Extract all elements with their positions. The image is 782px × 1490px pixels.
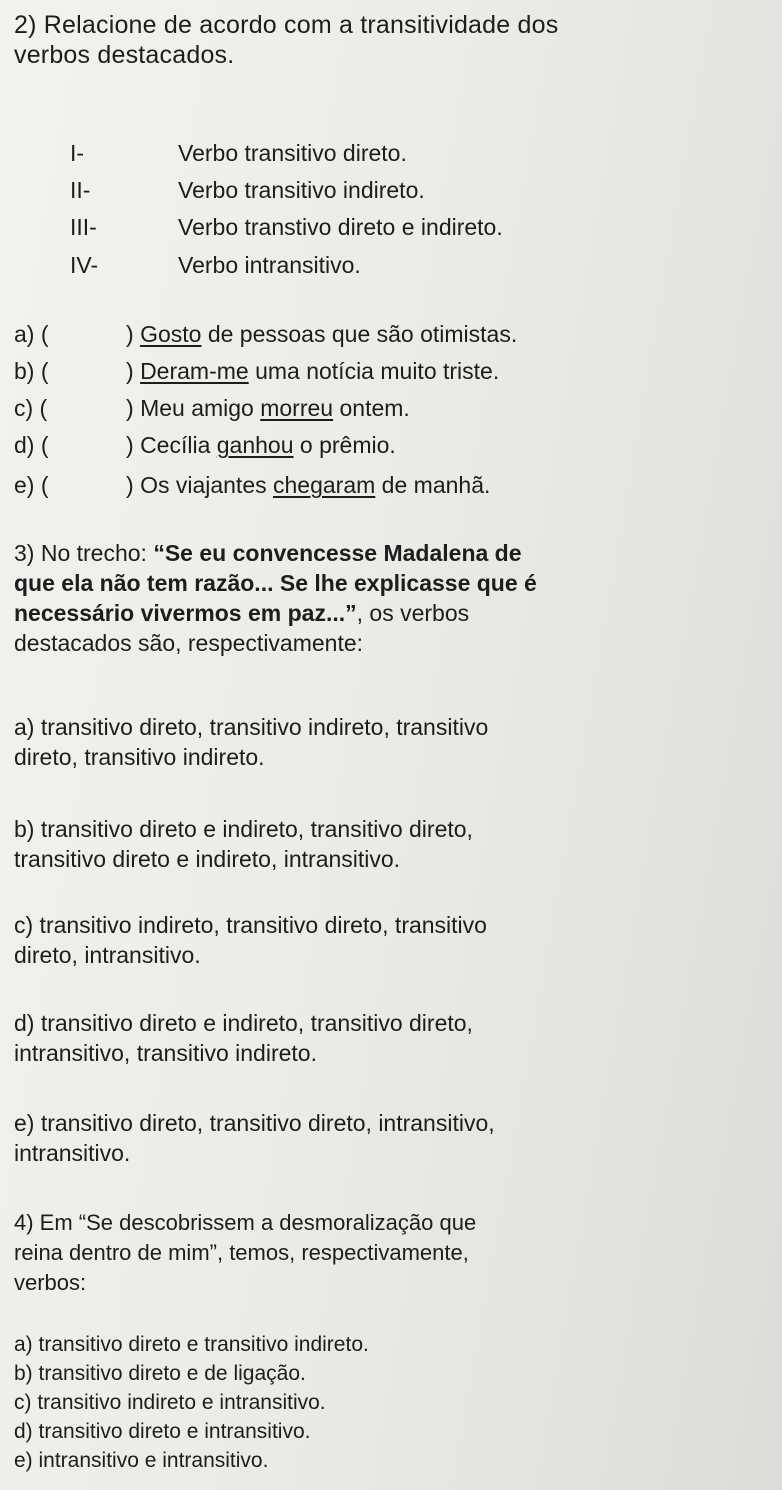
sentence-rest: ontem.	[333, 395, 410, 421]
match-close: )	[126, 395, 141, 421]
sentence-pre: Cecília	[140, 432, 217, 458]
question-3-quote-line-1: “Se eu convencesse Madalena de	[153, 540, 522, 566]
question-3-option-a[interactable]	[14, 712, 724, 772]
highlighted-verb: morreu	[260, 395, 334, 421]
roman-numeral: IV-	[70, 252, 99, 278]
match-letter: a) (	[14, 321, 49, 347]
match-close: )	[126, 472, 141, 498]
roman-item-3	[70, 212, 710, 242]
roman-numeral: II-	[70, 177, 91, 203]
question-4-prompt	[14, 1208, 724, 1298]
question-3-quote-line-2: que ela não tem razão... Se lhe explicasse que é	[14, 570, 537, 596]
roman-numeral: I-	[70, 140, 85, 166]
highlighted-verb: Gosto	[140, 321, 202, 347]
question-3-line-3-rest: , os verbos	[356, 600, 470, 626]
roman-item-2	[70, 175, 710, 205]
sentence-pre: Meu amigo	[140, 395, 261, 421]
option-line-2: transitivo direto e indireto, intransitivo.	[14, 846, 401, 872]
option-line-1: d) transitivo direto e indireto, transitivo direto,	[14, 1010, 473, 1036]
question-2-title-line-1: 2) Relacione de acordo com a transitividade dos	[14, 11, 559, 39]
match-item-c	[14, 392, 714, 424]
question-4-option-a[interactable]: a) transitivo direto e transitivo indireto.	[14, 1333, 369, 1356]
roman-numeral: III-	[70, 214, 97, 240]
question-3-prefix: 3) No trecho:	[14, 540, 154, 566]
sentence-pre: Os viajantes	[140, 472, 274, 498]
option-line-1: e) transitivo direto, transitivo direto, intransitivo,	[14, 1110, 495, 1136]
question-4-option-e[interactable]: e) intransitivo e intransitivo.	[14, 1449, 269, 1472]
match-close: )	[126, 321, 141, 347]
question-3-prompt	[14, 538, 724, 658]
question-4-option-d[interactable]: d) transitivo direto e intransitivo.	[14, 1420, 311, 1443]
question-2-title	[14, 10, 734, 70]
question-4-option-c[interactable]: c) transitivo indireto e intransitivo.	[14, 1391, 326, 1414]
option-line-2: intransitivo, transitivo indireto.	[14, 1040, 317, 1066]
option-line-2: intransitivo.	[14, 1140, 131, 1166]
option-line-1: b) transitivo direto e indireto, transitivo direto,	[14, 816, 473, 842]
roman-item-1	[70, 138, 710, 168]
sentence-rest: de manhã.	[375, 472, 491, 498]
question-3-option-e[interactable]	[14, 1108, 724, 1168]
question-3-option-d[interactable]	[14, 1008, 724, 1068]
option-line-1: a) transitivo direto, transitivo indireto, transitivo	[14, 714, 489, 740]
match-letter: b) (	[14, 358, 49, 384]
question-3-quote-line-3: necessário vivermos em paz...”	[14, 600, 357, 626]
question-4-line-2: reina dentro de mim”, temos, respectivamente,	[14, 1240, 469, 1265]
match-item-d	[14, 429, 714, 461]
question-3-line-4: destacados são, respectivamente:	[14, 630, 364, 656]
match-letter: c) (	[14, 395, 48, 421]
match-close: )	[126, 358, 141, 384]
question-3-option-b[interactable]	[14, 814, 724, 874]
question-4-option-b[interactable]: b) transitivo direto e de ligação.	[14, 1362, 306, 1385]
sentence-rest: de pessoas que são otimistas.	[201, 321, 518, 347]
roman-text: Verbo intransitivo.	[178, 252, 361, 278]
sentence-rest: o prêmio.	[293, 432, 396, 458]
question-4-line-1: 4) Em “Se descobrissem a desmoralização que	[14, 1210, 477, 1235]
option-line-2: direto, intransitivo.	[14, 942, 201, 968]
match-close: )	[126, 432, 141, 458]
highlighted-verb: chegaram	[273, 472, 376, 498]
match-item-e	[14, 469, 714, 501]
match-item-a	[14, 318, 714, 350]
roman-item-4	[70, 250, 710, 280]
sentence-rest: uma notícia muito triste.	[248, 358, 500, 384]
highlighted-verb: Deram-me	[140, 358, 249, 384]
roman-text: Verbo transitivo indireto.	[178, 177, 425, 203]
highlighted-verb: ganhou	[216, 432, 294, 458]
question-4-line-3: verbos:	[14, 1270, 87, 1295]
question-3-option-c[interactable]	[14, 910, 724, 970]
match-item-b	[14, 355, 714, 387]
option-line-2: direto, transitivo indireto.	[14, 744, 265, 770]
match-letter: d) (	[14, 432, 49, 458]
match-letter: e) (	[14, 472, 49, 498]
question-2-title-line-2: verbos destacados.	[14, 41, 235, 69]
roman-text: Verbo transtivo direto e indireto.	[178, 214, 503, 240]
roman-text: Verbo transitivo direto.	[178, 140, 407, 166]
option-line-1: c) transitivo indireto, transitivo direto, transitivo	[14, 912, 487, 938]
